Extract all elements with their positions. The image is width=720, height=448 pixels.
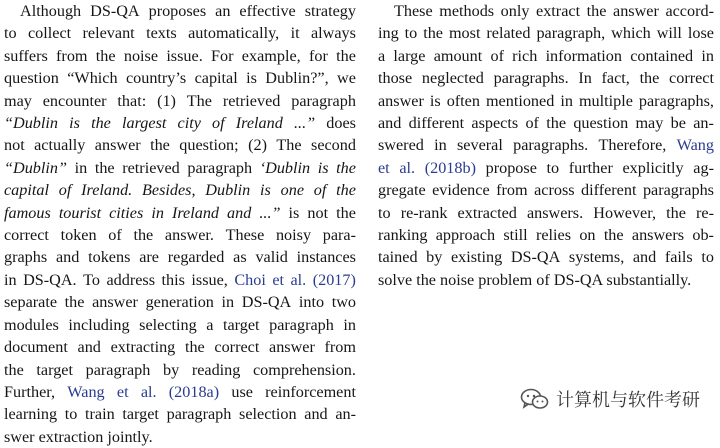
word: Dublin (205, 181, 251, 200)
word: to (378, 203, 391, 222)
word: further (568, 158, 613, 177)
word: to (4, 24, 17, 43)
word: question; (179, 136, 239, 155)
word: question (573, 114, 629, 133)
word: swered (378, 136, 424, 155)
word: the (336, 46, 356, 65)
word: in (151, 203, 164, 222)
word: mentioned (485, 91, 555, 110)
word: regarded (167, 248, 225, 267)
word: the (94, 158, 115, 177)
word: Dublin?”, (265, 69, 329, 88)
word: To (83, 270, 100, 289)
word: across (534, 181, 575, 200)
word: DS-QA (90, 2, 140, 20)
word: paragraph (166, 405, 232, 424)
word: texts (146, 24, 177, 43)
text-line (4, 246, 356, 268)
word: the (336, 158, 356, 177)
word: automatically, (188, 24, 280, 43)
word: fact, (601, 69, 630, 88)
text-line (4, 90, 356, 112)
word: retrieved (122, 158, 180, 177)
word: the (586, 2, 607, 20)
word: approach (435, 226, 496, 245)
word: are (139, 248, 159, 267)
word: and (227, 203, 252, 222)
word: et (116, 382, 129, 401)
word: large (393, 46, 426, 65)
word: comprehension. (253, 360, 356, 379)
word: document (4, 338, 68, 357)
word: a (378, 46, 386, 65)
word: gregate (378, 181, 426, 200)
word: DS-QA (510, 248, 561, 267)
word: Besides, (142, 181, 196, 200)
text-line (378, 112, 714, 134)
word: a (206, 315, 214, 334)
text-line (4, 0, 356, 22)
word: from (56, 46, 88, 65)
word: the (64, 293, 85, 312)
word: information (545, 46, 622, 65)
word: effective (239, 2, 296, 20)
word: be (670, 114, 686, 133)
word: in (74, 158, 88, 177)
text-line (4, 134, 356, 156)
word: we (337, 69, 356, 88)
word: Further, (4, 382, 56, 401)
word: the (150, 136, 170, 155)
word: contained (630, 46, 694, 65)
word: collect (28, 24, 72, 43)
word: the (546, 114, 567, 133)
text-line (378, 157, 714, 179)
word: and (378, 114, 402, 133)
word: answer (378, 91, 424, 110)
text-line (4, 224, 356, 246)
word: which (611, 24, 651, 43)
word: by (426, 248, 443, 267)
word: to (64, 405, 78, 424)
word: of (313, 181, 327, 200)
word: target (223, 315, 260, 334)
word: answer (613, 2, 659, 20)
word: paragraphs (642, 181, 714, 200)
word: Ireland (171, 203, 220, 222)
word: does (326, 114, 356, 133)
word: the (91, 114, 111, 133)
word: (2018a) (168, 382, 220, 401)
word: al. (290, 270, 307, 289)
text-line (4, 269, 356, 291)
word: by (162, 360, 180, 379)
word: answer (94, 136, 141, 155)
word: second (311, 136, 356, 155)
word: the (4, 360, 24, 379)
word: et (378, 158, 390, 177)
word: re-rank (400, 203, 448, 222)
word: valid (255, 248, 288, 267)
word: extracting (110, 338, 176, 357)
word: not (307, 203, 329, 222)
word: use (231, 382, 253, 401)
word: and (304, 405, 328, 424)
word: famous (4, 203, 51, 222)
word: target (36, 360, 73, 379)
word: target (122, 405, 159, 424)
word: paragraphs. (513, 136, 589, 155)
watermark-text: 计算机与软件考研 (556, 390, 700, 411)
word: answer (269, 338, 315, 357)
text-line (4, 45, 356, 67)
word: in (4, 270, 17, 289)
text-line (4, 403, 356, 425)
text-line (378, 90, 714, 112)
word: correct (669, 69, 714, 88)
word: train (85, 405, 115, 424)
word: different (408, 114, 465, 133)
word: the (133, 226, 154, 245)
word: ing (378, 24, 399, 43)
text-line (378, 179, 714, 201)
word: extracted (457, 203, 517, 222)
word: ...” (293, 114, 316, 133)
word: paragraph, (536, 24, 606, 43)
word: learning (4, 405, 58, 424)
word: not (4, 136, 25, 155)
text-line (378, 45, 714, 67)
word: related (486, 24, 531, 43)
right-column (378, 0, 714, 291)
word: Wang (676, 136, 714, 155)
word: accord- (665, 2, 714, 20)
text-line (378, 22, 714, 44)
word: These (225, 226, 265, 245)
word: systems, (568, 248, 625, 267)
word: to (546, 158, 560, 177)
word: answers (631, 226, 685, 245)
word: the (666, 203, 686, 222)
text-line (378, 0, 714, 22)
word: most (448, 24, 481, 43)
word: separate (4, 293, 58, 312)
word: and (55, 248, 80, 267)
word: still (503, 226, 528, 245)
word: of (212, 114, 225, 133)
word: different (581, 181, 637, 200)
word: “Which (67, 69, 118, 88)
word: (2017) (312, 270, 356, 289)
text-line: solve the noise problem of DS-QA substantially. (378, 270, 692, 289)
word: generation (145, 293, 214, 312)
word: on (579, 226, 596, 245)
word: ...” (259, 203, 281, 222)
word: noise (123, 46, 159, 65)
watermark (520, 384, 700, 414)
word: from (324, 338, 356, 357)
word: that: (117, 91, 147, 110)
word: selecting (139, 315, 197, 334)
word: paragraph (291, 91, 356, 110)
word: Therefore, (598, 136, 667, 155)
word: may (4, 91, 32, 110)
word: in (343, 315, 356, 334)
word: Although (20, 2, 82, 20)
word: question (4, 69, 59, 88)
word: in (560, 91, 573, 110)
word: ob- (692, 226, 714, 245)
word: in (701, 46, 714, 65)
word: only (500, 2, 530, 20)
word: paragraph (187, 158, 253, 177)
word: rich (512, 46, 538, 65)
text-line (4, 381, 356, 403)
word: an- (693, 114, 714, 133)
word: country’s (125, 69, 187, 88)
word: tokens (88, 248, 131, 267)
word: Ireland. (81, 181, 133, 200)
text-line (4, 314, 356, 336)
word: reading (191, 360, 241, 379)
word: multiple (578, 91, 633, 110)
word: ag- (693, 158, 714, 177)
left-column (4, 0, 356, 448)
word: of (58, 181, 72, 200)
word: may (635, 114, 664, 133)
word: encounter (42, 91, 107, 110)
word: city (177, 114, 201, 133)
word: those (378, 69, 413, 88)
word: These (394, 2, 433, 20)
word: explicitly (622, 158, 684, 177)
text-line (4, 179, 356, 201)
word: modules (4, 315, 59, 334)
word: strategy (304, 2, 356, 20)
word: is (260, 181, 271, 200)
word: Choi (234, 270, 266, 289)
word: will (656, 24, 682, 43)
text-line (4, 291, 356, 313)
word: correct (4, 226, 49, 245)
word: noisy (275, 226, 312, 245)
word: paragraphs, (638, 91, 714, 110)
word: instances (296, 248, 356, 267)
word: For (211, 46, 234, 65)
text-line (4, 112, 356, 134)
word: is (429, 91, 441, 110)
word: cities (109, 203, 144, 222)
word: aspects (471, 114, 519, 133)
word: The (276, 136, 302, 155)
word: selection (239, 405, 297, 424)
word: “Dublin (4, 114, 58, 133)
word: one (280, 181, 305, 200)
word: issue. (166, 46, 203, 65)
text-line (4, 336, 356, 358)
word: paragraphs. (493, 69, 569, 88)
word: lose (687, 24, 714, 43)
word: to (404, 24, 418, 43)
word: answers. (526, 203, 584, 222)
text-line (4, 359, 356, 381)
word: al. (140, 382, 157, 401)
word: tained (378, 248, 418, 267)
word: amount (433, 46, 483, 65)
word: and (632, 248, 657, 267)
word: existing (450, 248, 503, 267)
word: in (434, 136, 447, 155)
word: the (603, 226, 624, 245)
word: retrieved (222, 91, 281, 110)
word: re- (696, 203, 714, 222)
word: paragraph (269, 315, 334, 334)
text-line (378, 246, 714, 268)
word: (2) (248, 136, 267, 155)
word: In (578, 69, 592, 88)
word: is (246, 69, 257, 88)
word: fails (664, 248, 693, 267)
text-line (4, 67, 356, 89)
word: to (701, 248, 714, 267)
word: as (233, 248, 247, 267)
word: relies (535, 226, 572, 245)
word: neglected (421, 69, 484, 88)
text-line (4, 157, 356, 179)
word: ranking (378, 226, 428, 245)
word: Ireland (235, 114, 283, 133)
word: (1) (157, 91, 176, 110)
word: often (446, 91, 480, 110)
word: et (272, 270, 284, 289)
text-line (378, 67, 714, 89)
word: answer (92, 293, 138, 312)
word: answer. (164, 226, 214, 245)
word: of (525, 114, 539, 133)
word: example, (241, 46, 301, 65)
word: evidence (432, 181, 490, 200)
word: and (77, 338, 101, 357)
word: the (184, 338, 205, 357)
word: al. (399, 158, 416, 177)
word: “Dublin” (4, 158, 67, 177)
text-line (378, 224, 714, 246)
word: several (457, 136, 503, 155)
word: extract (536, 2, 581, 20)
word: the (95, 46, 116, 65)
word: suffers (4, 46, 48, 65)
word: of (490, 46, 504, 65)
word: token (60, 226, 97, 245)
word: an- (335, 405, 356, 424)
word: the (336, 181, 356, 200)
word: the (639, 69, 660, 88)
word: ‘Dublin (259, 158, 311, 177)
word: address (106, 270, 156, 289)
text-line (4, 22, 356, 44)
word: is (288, 203, 300, 222)
word: an (215, 2, 231, 20)
word: correct (214, 338, 260, 357)
text-line (378, 202, 714, 224)
word: actually (34, 136, 86, 155)
word: largest (122, 114, 167, 133)
word: two (331, 293, 356, 312)
word: proposes (148, 2, 207, 20)
word: issue, (191, 270, 228, 289)
word: always (310, 24, 356, 43)
text-line (378, 134, 714, 156)
word: However, (593, 203, 657, 222)
word: graphs (4, 248, 48, 267)
word: The (186, 91, 212, 110)
word: into (298, 293, 325, 312)
word: the (423, 24, 443, 43)
word: capital (4, 181, 49, 200)
word: in (221, 293, 235, 312)
word: DS-QA. (23, 270, 77, 289)
word: para- (322, 226, 356, 245)
word: propose (485, 158, 537, 177)
word: paragraph (85, 360, 151, 379)
word: capital (194, 69, 238, 88)
word: of (108, 226, 122, 245)
word: tourist (58, 203, 102, 222)
word: from (496, 181, 528, 200)
word: for (308, 46, 328, 65)
word: is (69, 114, 80, 133)
word: Wang (67, 382, 105, 401)
word: this (161, 270, 185, 289)
wechat-icon (520, 387, 550, 411)
word: including (68, 315, 130, 334)
text-line (4, 202, 356, 224)
word: (2018b) (424, 158, 476, 177)
text-line: swer extraction jointly. (4, 427, 153, 446)
word: is (317, 158, 329, 177)
word: the (336, 203, 356, 222)
word: methods (439, 2, 495, 20)
word: DS-QA (241, 293, 292, 312)
word: it (290, 24, 300, 43)
word: reinforcement (265, 382, 356, 401)
word: relevant (82, 24, 135, 43)
